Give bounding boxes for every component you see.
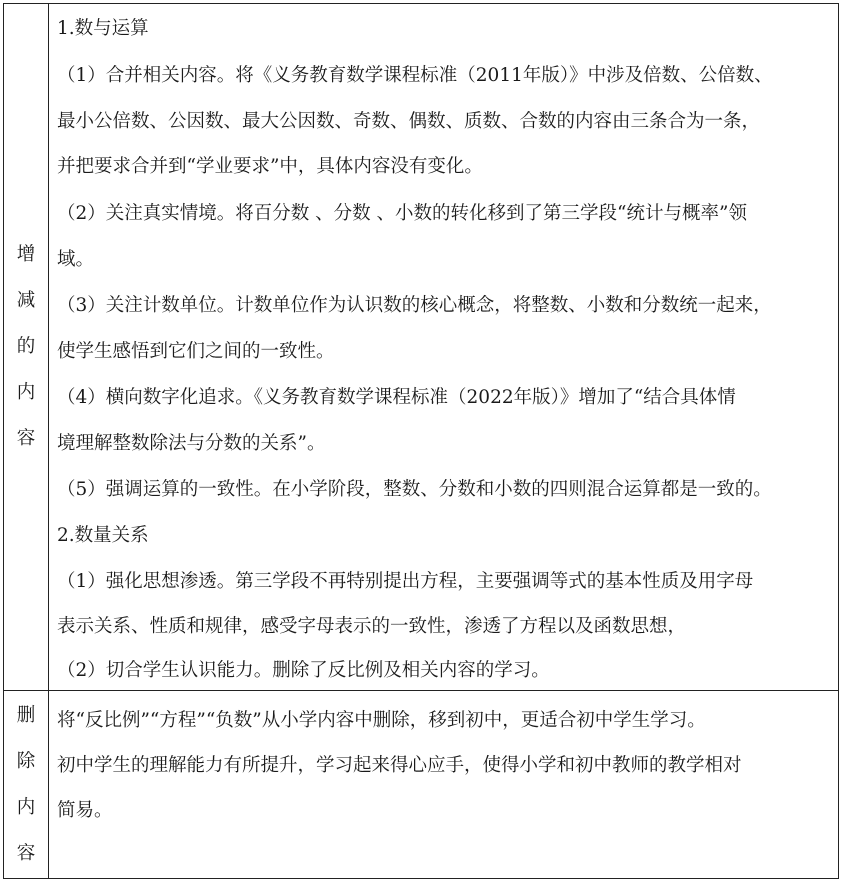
paragraph-line: （2）关注真实情境。将百分数 、分数 、小数的转化移到了第三学段“统计与概率”领 bbox=[57, 203, 747, 224]
label-char: 容 bbox=[16, 843, 36, 864]
paragraph-line: （5）强调运算的一致性。在小学阶段，整数、分数和小数的四则混合运算都是一致的。 bbox=[57, 479, 772, 500]
section-heading: 2.数量关系 bbox=[57, 525, 149, 546]
paragraph-line: 最小公倍数、公因数、最大公因数、奇数、偶数、质数、合数的内容由三条合为一条， bbox=[57, 111, 761, 132]
paragraph-line: （3）关注计数单位。计数单位作为认识数的核心概念，将整数、小数和分数统一起来， bbox=[57, 295, 772, 316]
paragraph-line: （1）合并相关内容。将《义务教育数学课程标准（2011年版）》中涉及倍数、公倍数、 bbox=[57, 65, 773, 86]
paragraph-line: 简易。 bbox=[57, 800, 113, 821]
label-char: 除 bbox=[16, 751, 36, 772]
content-table bbox=[3, 3, 839, 879]
column-divider bbox=[48, 4, 49, 878]
label-char: 删 bbox=[16, 705, 36, 726]
row-content-deleted bbox=[57, 691, 832, 879]
label-char: 的 bbox=[16, 336, 36, 357]
row-label-deleted bbox=[4, 691, 48, 879]
section-heading: 1.数与运算 bbox=[57, 18, 149, 39]
paragraph-line: （4）横向数字化追求。《义务教育数学课程标准（2022年版）》增加了“结合具体情 bbox=[57, 387, 736, 408]
paragraph-line: 境理解整数除法与分数的关系”。 bbox=[57, 433, 326, 454]
paragraph-line: 将“反比例”“方程”“负数”从小学内容中删除，移到初中，更适合初中学生学习。 bbox=[57, 710, 706, 731]
label-char: 内 bbox=[16, 797, 36, 818]
paragraph-line: （1）强化思想渗透。第三学段不再特别提出方程，主要强调等式的基本性质及用字母 bbox=[57, 571, 754, 592]
row-label-added-changed bbox=[4, 4, 48, 690]
paragraph-line: 并把要求合并到“学业要求”中，具体内容没有变化。 bbox=[57, 156, 483, 177]
paragraph-line: 使学生感悟到它们之间的一致性。 bbox=[57, 341, 335, 362]
label-char: 容 bbox=[16, 428, 36, 449]
paragraph-line: 域。 bbox=[57, 249, 95, 270]
paragraph-line: 初中学生的理解能力有所提升，学习起来得心应手，使得小学和初中教师的教学相对 bbox=[57, 755, 742, 776]
paragraph-line: 表示关系、性质和规律，感受字母表示的一致性，渗透了方程以及函数思想， bbox=[57, 616, 687, 637]
row-content-added-changed bbox=[57, 4, 832, 690]
paragraph-line: （2）切合学生认识能力。删除了反比例及相关内容的学习。 bbox=[57, 660, 550, 681]
label-char: 增 bbox=[16, 244, 36, 265]
label-char: 内 bbox=[16, 382, 36, 403]
label-char: 减 bbox=[16, 290, 36, 311]
